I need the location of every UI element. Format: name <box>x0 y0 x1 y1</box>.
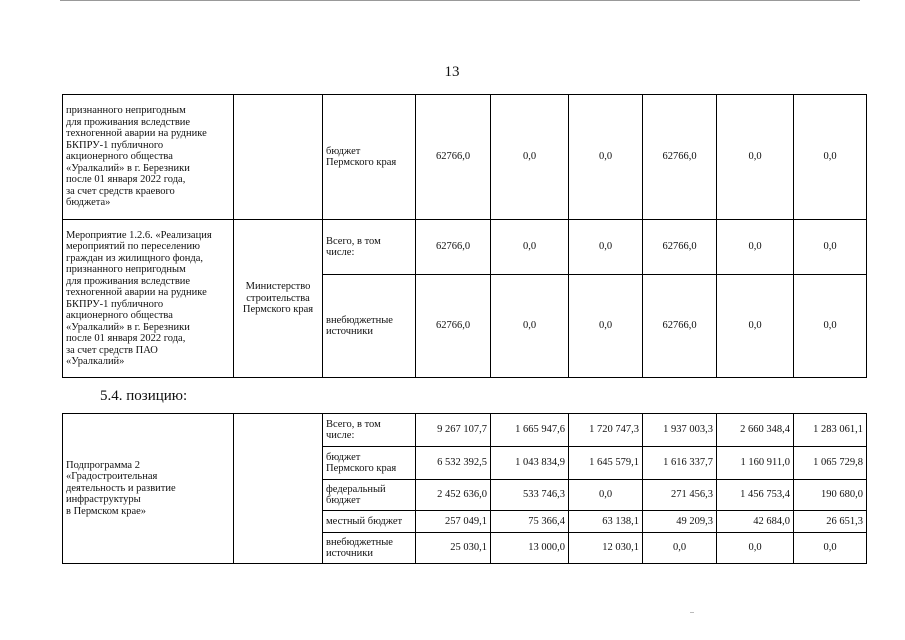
value-cell: 1 937 003,3 <box>643 414 717 447</box>
value-cell: 0,0 <box>794 275 867 378</box>
value-total-cell: 6 532 392,5 <box>416 447 491 480</box>
top-rule <box>60 0 860 1</box>
value-cell: 0,0 <box>491 275 569 378</box>
value-total-cell: 9 267 107,7 <box>416 414 491 447</box>
value-cell: 62766,0 <box>643 95 717 220</box>
page-number: 13 <box>444 64 460 80</box>
value-cell: 0,0 <box>717 533 794 564</box>
executor-cell <box>234 414 323 564</box>
value-cell: 1 283 061,1 <box>794 414 867 447</box>
subprogram-name-cell: Подпрограмма 2 «Градостроительная деятельность и развитие инфраструктуры в Пермском крае» <box>63 414 234 564</box>
value-cell: 1 665 947,6 <box>491 414 569 447</box>
subprogram-table <box>62 413 867 564</box>
scan-speck <box>690 612 694 613</box>
value-cell: 42 684,0 <box>717 511 794 533</box>
funding-source-cell: федеральный бюджет <box>323 480 416 511</box>
measure-name-cell: признанного непригодным для проживания вследствие техногенной аварии на руднике БКПРУ-1 публичного акционерного общества «Уралкалий» в г. Березники после 01 января 2022 года, за счет средств краевого бюджета» <box>63 95 234 220</box>
executor-cell <box>234 95 323 220</box>
value-cell: 1 720 747,3 <box>569 414 643 447</box>
value-cell: 190 680,0 <box>794 480 867 511</box>
value-cell: 75 366,4 <box>491 511 569 533</box>
value-cell: 1 065 729,8 <box>794 447 867 480</box>
value-total-cell: 62766,0 <box>416 95 491 220</box>
value-total-cell: 2 452 636,0 <box>416 480 491 511</box>
value-cell: 0,0 <box>569 95 643 220</box>
value-cell: 63 138,1 <box>569 511 643 533</box>
funding-source-cell: Всего, в том числе: <box>323 414 416 447</box>
value-cell: 0,0 <box>569 480 643 511</box>
value-cell: 62766,0 <box>643 220 717 275</box>
value-cell: 0,0 <box>569 275 643 378</box>
value-cell: 271 456,3 <box>643 480 717 511</box>
value-cell: 0,0 <box>491 220 569 275</box>
measure-name-cell: Мероприятие 1.2.6. «Реализация мероприятий по переселению граждан из жилищного фонда, признанного непригодным для проживания вследствие техногенной аварии на руднике БКПРУ-1 публичного акционерного общества «Уралкалий» в г. Березники после 01 января 2022 года, за счет средств ПАО «Уралкалий» <box>63 220 234 378</box>
value-cell: 0,0 <box>491 95 569 220</box>
value-cell: 1 043 834,9 <box>491 447 569 480</box>
table-row <box>63 220 867 275</box>
executor-cell: Министерство строительства Пермского края <box>234 220 323 378</box>
value-cell: 13 000,0 <box>491 533 569 564</box>
value-total-cell: 62766,0 <box>416 220 491 275</box>
section-heading: 5.4. позицию: <box>100 388 188 404</box>
value-total-cell: 25 030,1 <box>416 533 491 564</box>
funding-source-cell: внебюджетные источники <box>323 533 416 564</box>
value-cell: 26 651,3 <box>794 511 867 533</box>
value-cell: 62766,0 <box>643 275 717 378</box>
value-cell: 12 030,1 <box>569 533 643 564</box>
value-cell: 0,0 <box>717 220 794 275</box>
funding-source-cell: Всего, в том числе: <box>323 220 416 275</box>
funding-source-cell: бюджет Пермского края <box>323 447 416 480</box>
funding-source-cell: внебюджетные источники <box>323 275 416 378</box>
table-row <box>63 95 867 220</box>
value-cell: 1 645 579,1 <box>569 447 643 480</box>
value-cell: 0,0 <box>794 533 867 564</box>
value-total-cell: 62766,0 <box>416 275 491 378</box>
funding-source-cell: местный бюджет <box>323 511 416 533</box>
funding-source-cell: бюджет Пермского края <box>323 95 416 220</box>
value-cell: 2 660 348,4 <box>717 414 794 447</box>
value-cell: 1 616 337,7 <box>643 447 717 480</box>
value-cell: 533 746,3 <box>491 480 569 511</box>
measures-table <box>62 94 867 378</box>
value-cell: 0,0 <box>569 220 643 275</box>
table-row <box>63 414 867 447</box>
value-cell: 1 456 753,4 <box>717 480 794 511</box>
value-cell: 0,0 <box>717 95 794 220</box>
value-cell: 0,0 <box>643 533 717 564</box>
value-cell: 0,0 <box>794 220 867 275</box>
value-cell: 0,0 <box>794 95 867 220</box>
value-cell: 49 209,3 <box>643 511 717 533</box>
value-cell: 0,0 <box>717 275 794 378</box>
value-total-cell: 257 049,1 <box>416 511 491 533</box>
value-cell: 1 160 911,0 <box>717 447 794 480</box>
